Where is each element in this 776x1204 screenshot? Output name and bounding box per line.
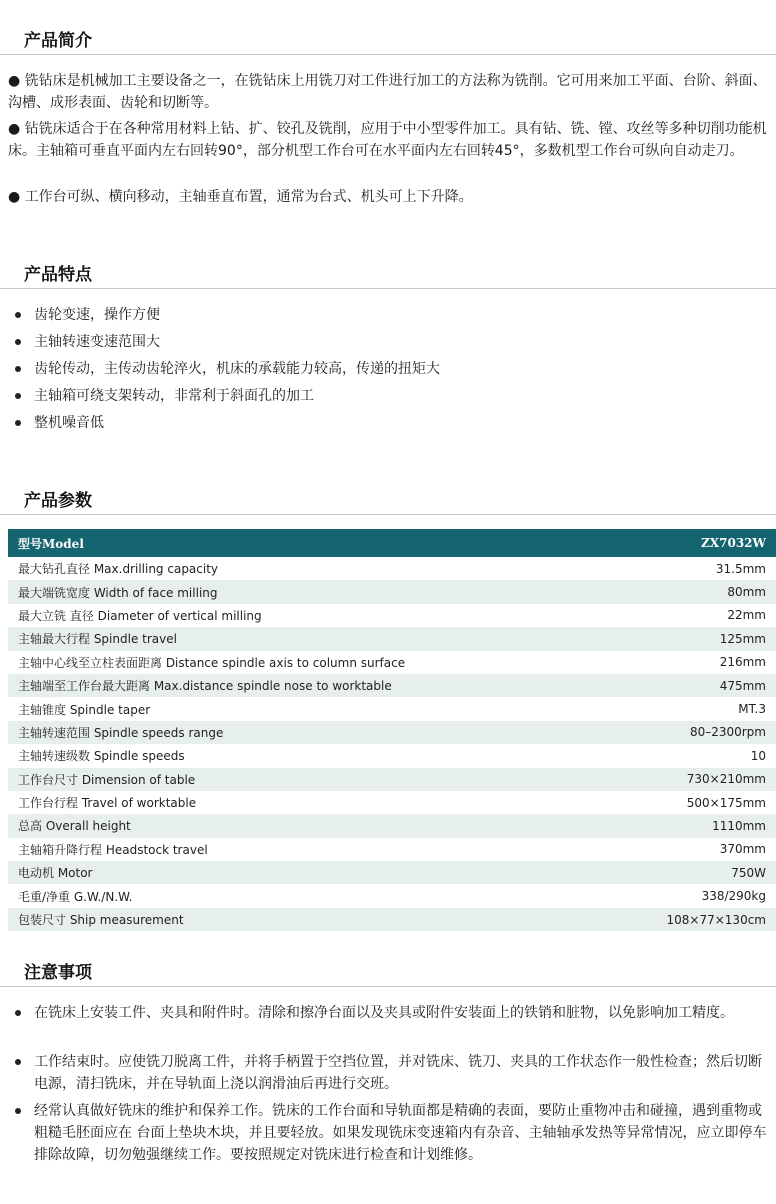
table-row	[8, 697, 776, 720]
table-row	[8, 884, 776, 907]
table-row	[8, 674, 776, 697]
spec-value: 1110mm	[602, 814, 776, 837]
table-row	[8, 557, 776, 580]
spec-label: 最大钻孔直径 Max.drilling capacity	[8, 557, 602, 580]
spec-value: 22mm	[602, 604, 776, 627]
table-row	[8, 814, 776, 837]
spec-header-model: ZX7032W	[602, 529, 776, 557]
note-item: 工作结束时。应使铣刀脱离工件，并将手柄置于空挡位置，并对铣床、铣刀、夹具的工作状态作一般性检查；然后切断电源，清扫铣床，并在导轨面上浇以润滑油后再进行交班。	[0, 1051, 776, 1100]
spec-value: 750W	[602, 861, 776, 884]
spec-label: 总高 Overall height	[8, 814, 602, 837]
spec-label: 最大端铣宽度 Width of face milling	[8, 580, 602, 603]
notes-list	[0, 1002, 776, 1166]
spec-label: 包装尺寸 Ship measurement	[8, 908, 602, 931]
feature-item: 齿轮传动，主传动齿轮淬火，机床的承载能力较高，传递的扭矩大	[0, 358, 776, 385]
table-row	[8, 604, 776, 627]
spec-header-label: 型号Model	[8, 529, 602, 557]
spec-label: 主轴锥度 Spindle taper	[8, 697, 602, 720]
table-row	[8, 580, 776, 603]
spec-value: 108×77×130cm	[602, 908, 776, 931]
table-row	[8, 627, 776, 650]
spec-label: 最大立铣 直径 Diameter of vertical milling	[8, 604, 602, 627]
params-section-title: 产品参数	[24, 491, 92, 511]
intro-paragraph-1: ● 铣钻床是机械加工主要设备之一，在铣钻床上用铣刀对工件进行加工的方法称为铣削。它可用来加工平面、台阶、斜面、沟槽、成形表面、齿轮和切断等。	[8, 73, 767, 111]
spec-label: 主轴箱升降行程 Headstock travel	[8, 838, 602, 861]
spec-label: 主轴最大行程 Spindle travel	[8, 627, 602, 650]
note-item: 在铣床上安装工件、夹具和附件时。清除和擦净台面以及夹具或附件安装面上的铁销和脏物，以免影响加工精度。	[0, 1002, 776, 1051]
spec-label: 主轴转速级数 Spindle speeds	[8, 744, 602, 767]
spec-value: 216mm	[602, 651, 776, 674]
feature-item: 主轴箱可绕支架转动，非常利于斜面孔的加工	[0, 385, 776, 412]
spec-value: 80–2300rpm	[602, 721, 776, 744]
spec-value: 475mm	[602, 674, 776, 697]
table-row	[8, 744, 776, 767]
spec-value: 31.5mm	[602, 557, 776, 580]
feature-item: 主轴转速变速范围大	[0, 331, 776, 358]
intro-paragraph-2: ● 钻铣床适合于在各种常用材料上钻、扩、铰孔及铣削，应用于中小型零件加工。具有钻、铣、镗、攻丝等多种切削功能机床。主轴箱可垂直平面内左右回转90°，部分机型工作台可在水平面内左右回转45°，多数机型工作台可纵向自动走刀。	[8, 121, 767, 159]
feature-item: 整机噪音低	[0, 412, 776, 439]
note-item: 经常认真做好铣床的维护和保养工作。铣床的工作台面和导轨面都是精确的表面，要防止重物冲击和碰撞，遇到重物或粗糙毛胚面应在 台面上垫块木块，并且要轻放。如果发现铣床变速箱内有杂音、主轴轴承发热等异常情况，应立即停车排除故障，切勿勉强继续工作。要按照规定对铣床进行检查和计划维修。	[0, 1100, 776, 1166]
table-row	[8, 908, 776, 931]
spec-value: MT.3	[602, 697, 776, 720]
table-row	[8, 861, 776, 884]
feature-item: 齿轮变速，操作方便	[0, 304, 776, 331]
table-row	[8, 721, 776, 744]
spec-value: 80mm	[602, 580, 776, 603]
table-row	[8, 651, 776, 674]
spec-table	[8, 529, 776, 931]
params-section-header	[0, 482, 776, 515]
spec-label: 工作台尺寸 Dimension of table	[8, 768, 602, 791]
table-row	[8, 791, 776, 814]
spec-value: 730×210mm	[602, 768, 776, 791]
table-row	[8, 838, 776, 861]
spec-value: 500×175mm	[602, 791, 776, 814]
spec-label: 主轴中心线至立柱表面距离 Distance spindle axis to column surface	[8, 651, 602, 674]
intro-paragraph-3: ● 工作台可纵、横向移动，主轴垂直布置，通常为台式、机头可上下升降。	[8, 189, 473, 205]
table-row	[8, 768, 776, 791]
spec-table-header-row	[8, 529, 776, 557]
features-section-title: 产品特点	[24, 265, 92, 285]
spec-label: 主轴端至工作台最大距离 Max.distance spindle nose to worktable	[8, 674, 602, 697]
spec-label: 毛重/净重 G.W./N.W.	[8, 884, 602, 907]
spec-value: 10	[602, 744, 776, 767]
intro-section-header	[0, 22, 776, 55]
spec-value: 370mm	[602, 838, 776, 861]
spec-label: 电动机 Motor	[8, 861, 602, 884]
features-list	[0, 304, 776, 439]
notes-section-header	[0, 954, 776, 987]
notes-section-title: 注意事项	[24, 963, 92, 983]
spec-value: 125mm	[602, 627, 776, 650]
features-section-header	[0, 256, 776, 289]
intro-section-title: 产品简介	[24, 31, 92, 51]
spec-value: 338/290kg	[602, 884, 776, 907]
spec-label: 工作台行程 Travel of worktable	[8, 791, 602, 814]
spec-label: 主轴转速范围 Spindle speeds range	[8, 721, 602, 744]
